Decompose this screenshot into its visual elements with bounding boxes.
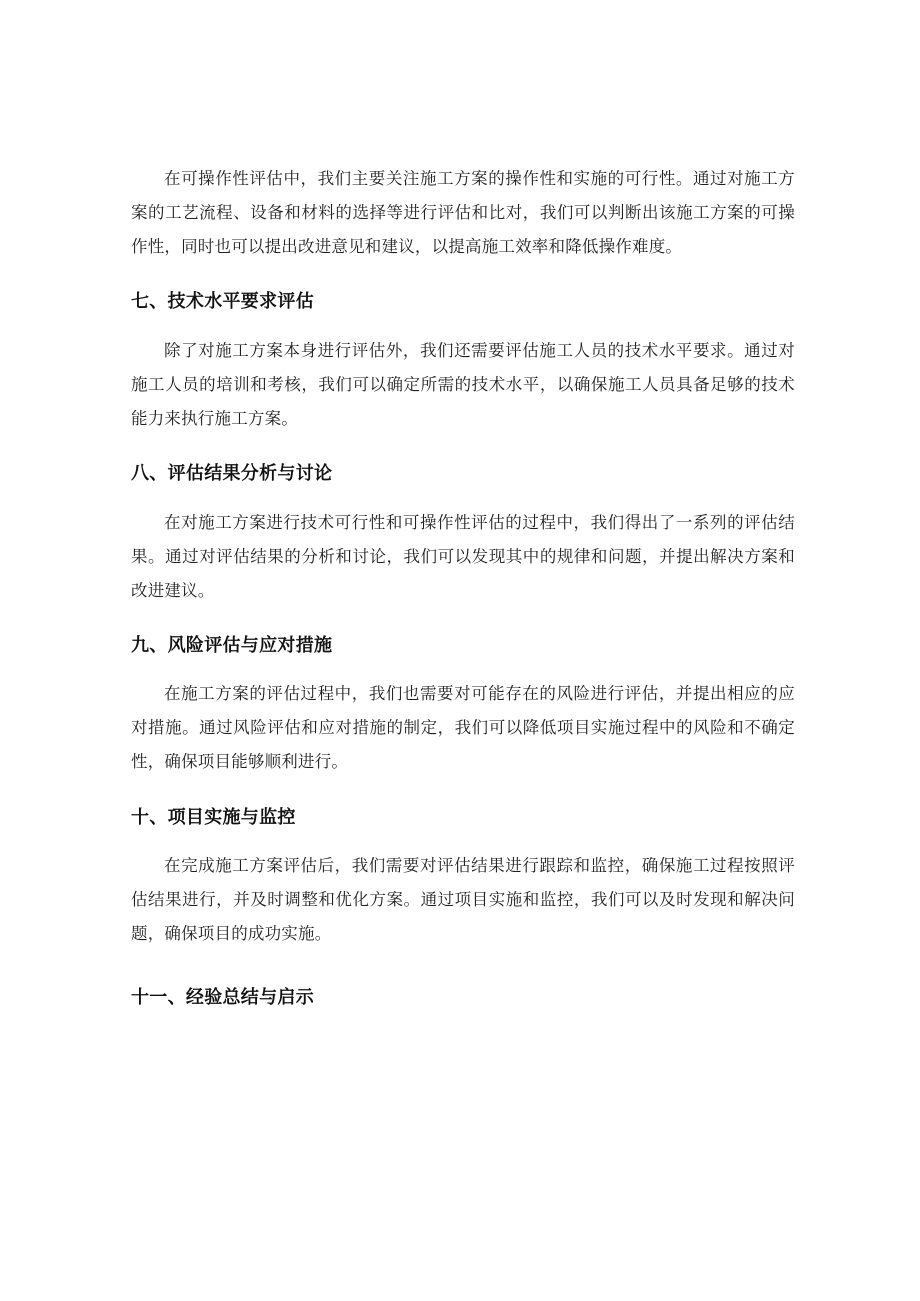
section-heading-9: 九、风险评估与应对措施: [131, 635, 333, 656]
section-paragraph-10: 在完成施工方案评估后，我们需要对评估结果进行跟踪和监控，确保施工过程按照评估结果进行，并及时调整和优化方案。通过项目实施和监控，我们可以及时发现和解决问题，确保项目的成功实施。: [131, 856, 795, 943]
intro-paragraph: 在可操作性评估中，我们主要关注施工方案的操作性和实施的可行性。通过对施工方案的工艺流程、设备和材料的选择等进行评估和比对，我们可以判断出该施工方案的可操作性，同时也可以提出改进意见和建议，以提高施工效率和降低操作难度。: [131, 169, 795, 256]
section-paragraph-9: 在施工方案的评估过程中，我们也需要对可能存在的风险进行评估，并提出相应的应对措施。通过风险评估和应对措施的制定，我们可以降低项目实施过程中的风险和不确定性，确保项目能够顺利进行。: [131, 684, 795, 771]
section-heading-11: 十一、经验总结与启示: [131, 987, 314, 1008]
section-heading-10: 十、项目实施与监控: [131, 807, 296, 828]
section-heading-8: 八、评估结果分析与讨论: [131, 463, 333, 484]
section-heading-7: 七、技术水平要求评估: [131, 291, 314, 312]
section-paragraph-8: 在对施工方案进行技术可行性和可操作性评估的过程中，我们得出了一系列的评估结果。通过对评估结果的分析和讨论，我们可以发现其中的规律和问题，并提出解决方案和改进建议。: [131, 513, 795, 600]
section-paragraph-7: 除了对施工方案本身进行评估外，我们还需要评估施工人员的技术水平要求。通过对施工人员的培训和考核，我们可以确定所需的技术水平，以确保施工人员具备足够的技术能力来执行施工方案。: [131, 341, 795, 428]
